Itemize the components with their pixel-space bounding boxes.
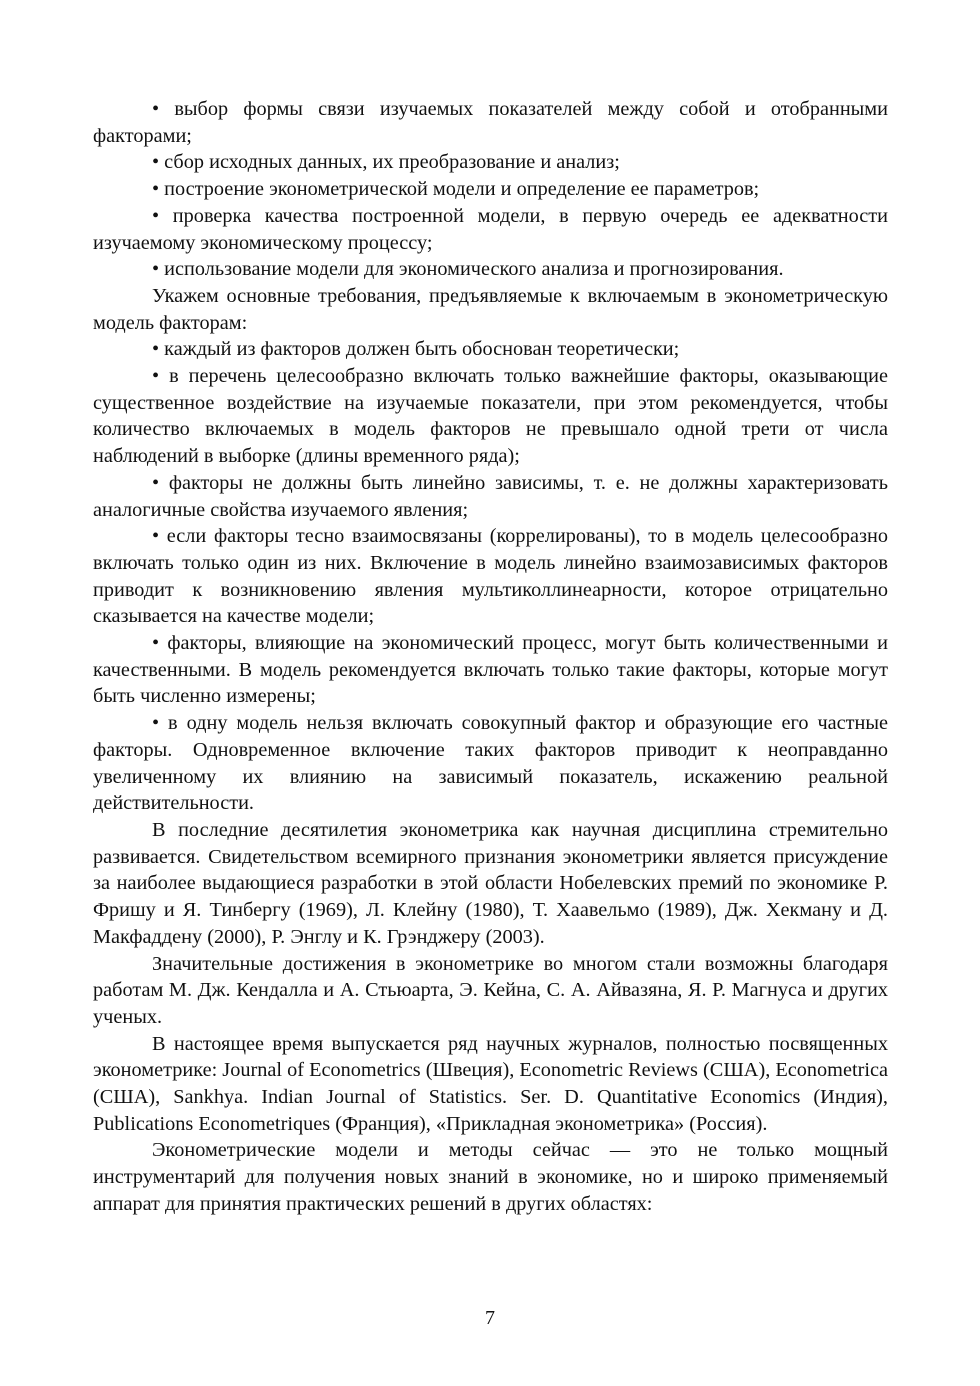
paragraph: В настоящее время выпускается ряд научных журналов, полностью посвященных эконометрике: Journal of Econometrics (Швеция), Econometric Reviews (США), Econometrica (США), Sankhya. Indian Journal of Statistics. Ser. D. Quantitative Economics (Индия), Publications Econometriques (Франция), «Прикладная эконометрика» (Россия). [93,1032,888,1135]
bullet-item: • сбор исходных данных, их преобразование и анализ; [152,151,620,174]
bullet-item: • выбор формы связи изучаемых показателей между собой и отобранными факторами; [93,98,888,147]
bullet-item: • факторы, влияющие на экономический процесс, могут быть количественными и качественными. В модель рекомендуется включать только такие факторы, которые могут быть численно измерены; [93,632,888,708]
bullet-item: • использование модели для экономического анализа и прогнозирования. [152,258,784,281]
bullet-item: • построение эконометрической модели и определение ее параметров; [152,178,760,201]
paragraph: Укажем основные требования, предъявляемые к включаемым в эконометрическую модель факторам: [93,284,888,334]
page-number: 7 [485,1307,495,1329]
bullet-item: • факторы не должны быть линейно зависимы, т. е. не должны характеризовать аналогичные свойства изучаемого явления; [93,471,888,521]
paragraph: В последние десятилетия эконометрика как научная дисциплина стремительно развивается. Свидетельством всемирного признания эконометрики является присуждение за наиболее выдающиеся разработки в этой области Нобелевских премий по экономике Р. Фришу и Я. Тинбергу (1969), Л. Клейну (1980), Т. Хаавельмо (1989), Дж. Хекману и Д. Макфаддену (2000), Р. Энглу и К. Грэнджеру (2003). [93,818,888,948]
body-text [93,96,888,1218]
bullet-item: • в перечень целесообразно включать только важнейшие факторы, оказывающие существенное воздействие на изучаемые показатели, при этом рекомендуется, чтобы количество включаемых в модель факторов не превышало одной трети от числа наблюдений в выборке (длины временного ряда); [93,365,888,468]
paragraph: Эконометрические модели и методы сейчас — это не только мощный инструментарий для получения новых знаний в экономике, но и широко применяемый аппарат для принятия практических решений в других областях: [93,1139,888,1215]
bullet-item: • если факторы тесно взаимосвязаны (коррелированы), то в модель целесообразно включать только один из них. Включение в модель линейно взаимозависимых факторов приводит к возникновению явления мультиколлинеарности, которое отрицательно сказывается на качестве модели; [93,525,888,628]
paragraph: Значительные достижения в эконометрике во многом стали возможны благодаря работам М. Дж. Кендалла и А. Стьюарта, Э. Кейна, С. А. Айвазяна, Я. Р. Магнуса и других ученых. [93,952,888,1028]
bullet-item: • в одну модель нельзя включать совокупный фактор и образующие его частные факторы. Одновременное включение таких факторов приводит к неоправданно увеличенному их влиянию на зависимый показатель, искажению реальной действительности. [93,712,888,815]
bullet-item: • проверка качества построенной модели, в первую очередь ее адекватности изучаемому экономическому процессу; [93,204,888,254]
bullet-item: • каждый из факторов должен быть обоснован теоретически; [152,338,680,361]
